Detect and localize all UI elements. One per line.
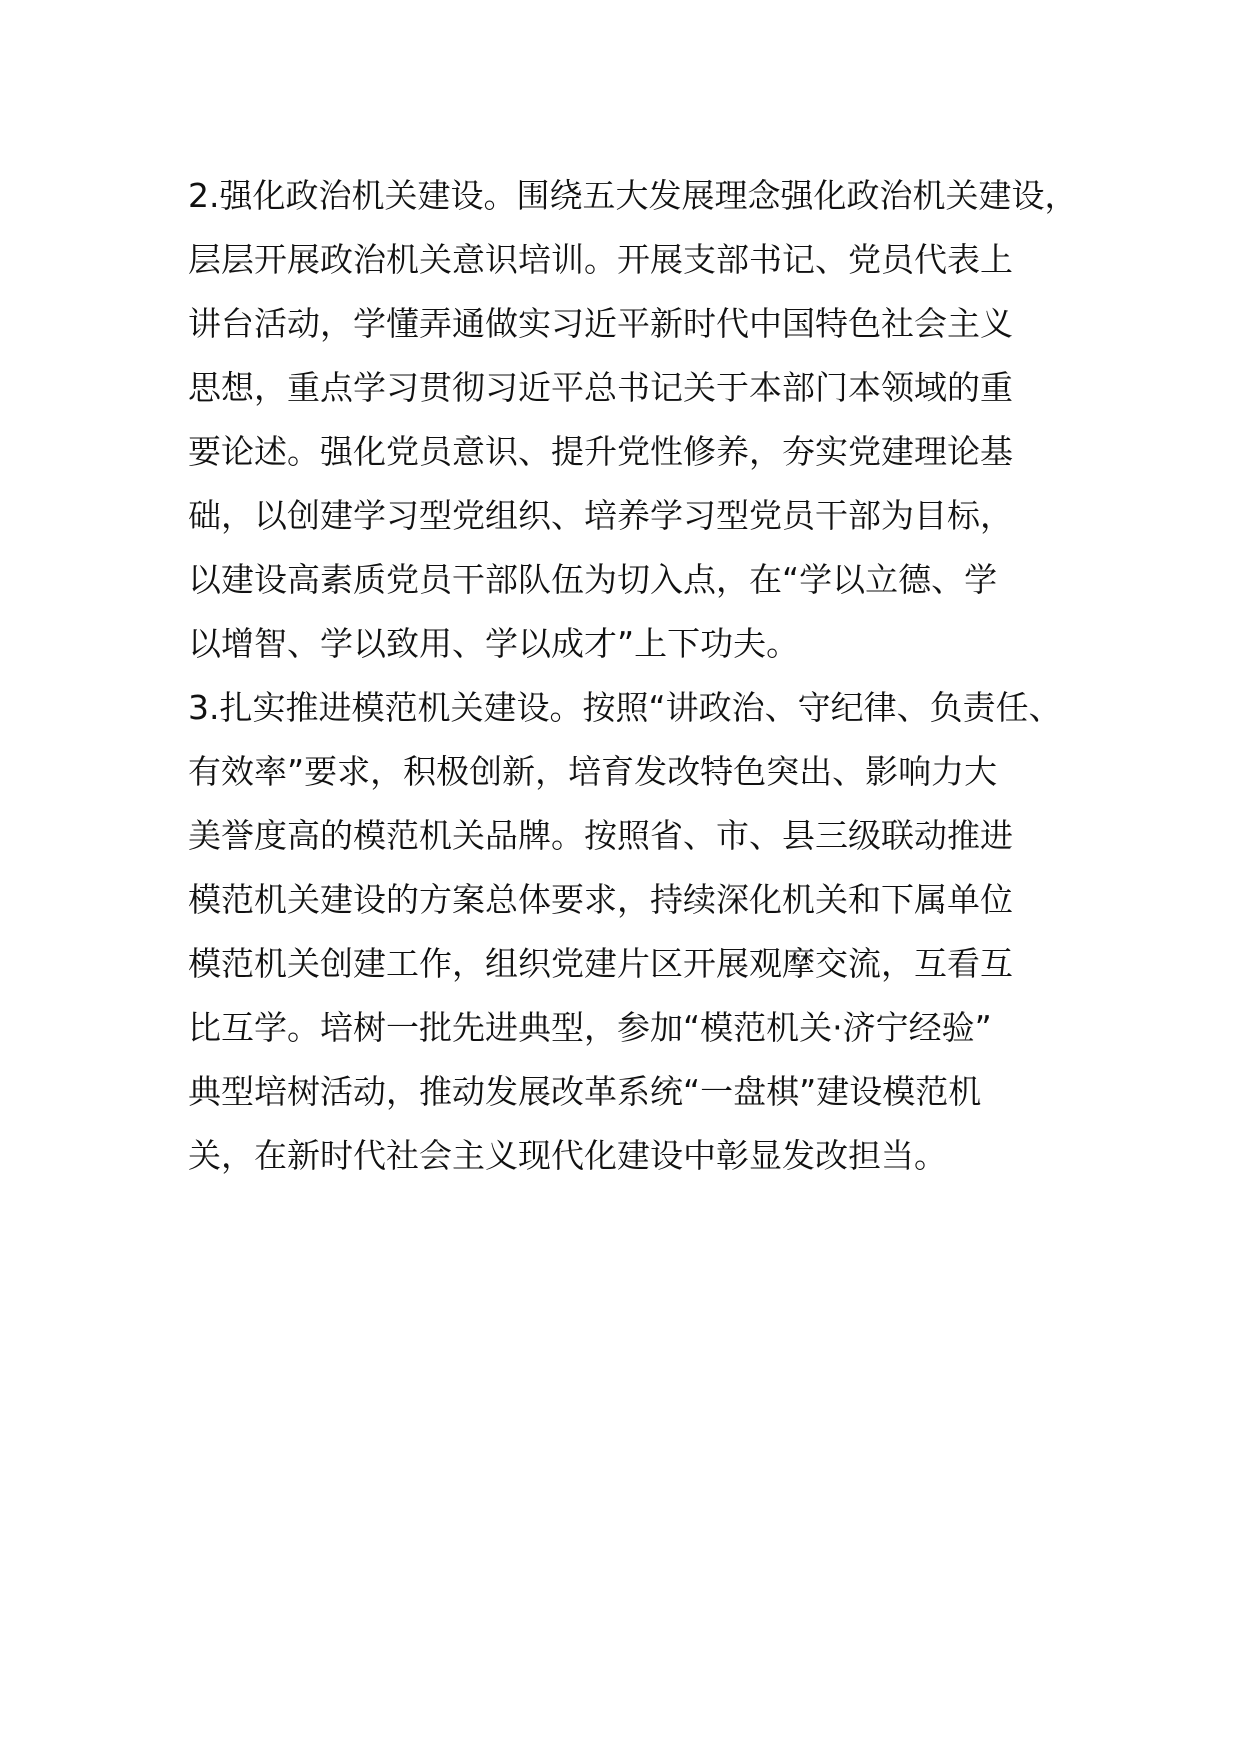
text-line: 比互学。培树一批先进典型，参加“模范机关·济宁经验” [188,1008,992,1047]
text-line: 讲台活动，学懂弄通做实习近平新时代中国特色社会主义 [188,304,1013,343]
text-line: 美誉度高的模范机关品牌。按照省、市、县三级联动推进 [188,816,1013,855]
text-line: 典型培树活动，推动发展改革系统“一盘棋”建设模范机 [188,1072,982,1111]
text-line: 2.强化政治机关建设。围绕五大发展理念强化政治机关建设， [188,176,1078,215]
text-line: 3.扎实推进模范机关建设。按照“讲政治、守纪律、负责任、 [188,688,1062,727]
text-line: 有效率”要求，积极创新，培育发改特色突出、影响力大 [188,752,998,791]
text-line: 模范机关创建工作，组织党建片区开展观摩交流，互看互 [188,944,1013,983]
document-body [188,164,1088,1188]
text-line: 础，以创建学习型党组织、培养学习型党员干部为目标， [188,496,1013,535]
text-line: 要论述。强化党员意识、提升党性修养，夯实党建理论基 [188,432,1013,471]
text-line: 关，在新时代社会主义现代化建设中彰显发改担当。 [188,1136,947,1175]
text-line: 以增智、学以致用、学以成才”上下功夫。 [188,624,800,663]
text-line: 层层开展政治机关意识培训。开展支部书记、党员代表上 [188,240,1013,279]
text-line: 模范机关建设的方案总体要求，持续深化机关和下属单位 [188,880,1013,919]
text-line: 思想，重点学习贯彻习近平总书记关于本部门本领域的重 [188,368,1013,407]
text-line: 以建设高素质党员干部队伍为切入点，在“学以立德、学 [188,560,998,599]
